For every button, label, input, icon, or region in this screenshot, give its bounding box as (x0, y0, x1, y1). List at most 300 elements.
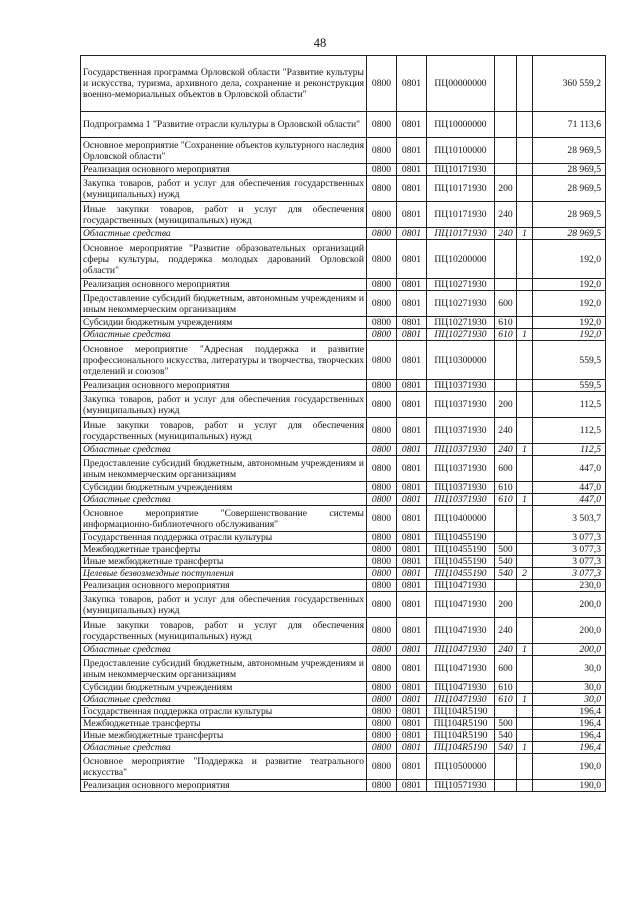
amount-cell: 28 969,5 (533, 138, 606, 164)
target-article-cell: ПЦ00000000 (427, 56, 495, 112)
row-name-cell: Иные межбюджетные трансферты (81, 730, 367, 742)
funding-source-cell: 1 (517, 228, 533, 240)
table-row (81, 164, 606, 176)
target-article-cell: ПЦ10371930 (427, 444, 495, 456)
subsection-code-cell: 0801 (397, 56, 427, 112)
funding-source-cell: 1 (517, 742, 533, 754)
table-row (81, 656, 606, 682)
target-article-cell: ПЦ10455190 (427, 544, 495, 556)
expense-type-cell (495, 532, 517, 544)
amount-cell: 192,0 (533, 291, 606, 317)
funding-source-cell (517, 418, 533, 444)
table-row (81, 202, 606, 228)
subsection-code-cell: 0801 (397, 176, 427, 202)
amount-cell: 200,0 (533, 618, 606, 644)
subsection-code-cell: 0801 (397, 618, 427, 644)
section-code-cell: 0800 (367, 706, 397, 718)
expense-type-cell: 240 (495, 618, 517, 644)
amount-cell: 200,0 (533, 592, 606, 618)
expense-type-cell (495, 112, 517, 138)
target-article-cell: ПЦ10471930 (427, 644, 495, 656)
section-code-cell: 0800 (367, 494, 397, 506)
subsection-code-cell: 0801 (397, 291, 427, 317)
amount-cell: 559,5 (533, 341, 606, 380)
subsection-code-cell: 0801 (397, 644, 427, 656)
row-name-cell: Межбюджетные трансферты (81, 718, 367, 730)
target-article-cell: ПЦ10100000 (427, 138, 495, 164)
subsection-code-cell: 0801 (397, 742, 427, 754)
table-row (81, 112, 606, 138)
funding-source-cell (517, 112, 533, 138)
amount-cell: 30,0 (533, 694, 606, 706)
funding-source-cell (517, 506, 533, 532)
row-name-cell: Государственная поддержка отрасли культуры (81, 532, 367, 544)
row-name-cell: Государственная программа Орловской области "Развитие культуры и искусства, туризма, архивного дела, сохранение и реконструкция военно-мемориальных объектов в Орловской области" (81, 56, 367, 112)
table-row (81, 644, 606, 656)
subsection-code-cell: 0801 (397, 279, 427, 291)
section-code-cell: 0800 (367, 730, 397, 742)
section-code-cell: 0800 (367, 682, 397, 694)
table-row (81, 706, 606, 718)
funding-source-cell (517, 754, 533, 780)
table-row (81, 718, 606, 730)
funding-source-cell (517, 380, 533, 392)
amount-cell: 3 077,3 (533, 556, 606, 568)
row-name-cell: Предоставление субсидий бюджетным, автономным учреждениям и иным некоммерческим организациям (81, 291, 367, 317)
target-article-cell: ПЦ10371930 (427, 380, 495, 392)
target-article-cell: ПЦ10471930 (427, 592, 495, 618)
row-name-cell: Областные средства (81, 329, 367, 341)
target-article-cell: ПЦ10471930 (427, 682, 495, 694)
row-name-cell: Областные средства (81, 228, 367, 240)
amount-cell: 28 969,5 (533, 176, 606, 202)
target-article-cell: ПЦ10371930 (427, 482, 495, 494)
table-row (81, 682, 606, 694)
row-name-cell: Закупка товаров, работ и услуг для обеспечения государственных (муниципальных) нужд (81, 592, 367, 618)
subsection-code-cell: 0801 (397, 532, 427, 544)
funding-source-cell: 1 (517, 444, 533, 456)
amount-cell: 3 077,3 (533, 532, 606, 544)
subsection-code-cell: 0801 (397, 380, 427, 392)
amount-cell: 28 969,5 (533, 164, 606, 176)
expense-type-cell: 500 (495, 718, 517, 730)
section-code-cell: 0800 (367, 176, 397, 202)
section-code-cell: 0800 (367, 56, 397, 112)
expense-type-cell (495, 706, 517, 718)
row-name-cell: Подпрограмма 1 "Развитие отрасли культуры в Орловской области" (81, 112, 367, 138)
amount-cell: 190,0 (533, 780, 606, 792)
funding-source-cell (517, 317, 533, 329)
table-row (81, 592, 606, 618)
section-code-cell: 0800 (367, 317, 397, 329)
subsection-code-cell: 0801 (397, 392, 427, 418)
target-article-cell: ПЦ10200000 (427, 240, 495, 279)
row-name-cell: Закупка товаров, работ и услуг для обеспечения государственных (муниципальных) нужд (81, 176, 367, 202)
table-row (81, 618, 606, 644)
section-code-cell: 0800 (367, 656, 397, 682)
funding-source-cell (517, 730, 533, 742)
funding-source-cell (517, 202, 533, 228)
table-row (81, 544, 606, 556)
funding-source-cell (517, 56, 533, 112)
row-name-cell: Областные средства (81, 694, 367, 706)
section-code-cell: 0800 (367, 780, 397, 792)
amount-cell: 447,0 (533, 456, 606, 482)
table-row (81, 444, 606, 456)
subsection-code-cell: 0801 (397, 240, 427, 279)
row-name-cell: Областные средства (81, 494, 367, 506)
subsection-code-cell: 0801 (397, 506, 427, 532)
funding-source-cell (517, 279, 533, 291)
section-code-cell: 0800 (367, 240, 397, 279)
amount-cell: 3 077,3 (533, 568, 606, 580)
section-code-cell: 0800 (367, 228, 397, 240)
section-code-cell: 0800 (367, 444, 397, 456)
table-row (81, 754, 606, 780)
subsection-code-cell: 0801 (397, 228, 427, 240)
row-name-cell: Иные закупки товаров, работ и услуг для обеспечения государственных (муниципальных) нужд (81, 418, 367, 444)
amount-cell: 30,0 (533, 656, 606, 682)
funding-source-cell (517, 240, 533, 279)
section-code-cell: 0800 (367, 618, 397, 644)
section-code-cell: 0800 (367, 279, 397, 291)
amount-cell: 196,4 (533, 706, 606, 718)
subsection-code-cell: 0801 (397, 580, 427, 592)
amount-cell: 192,0 (533, 317, 606, 329)
row-name-cell: Основное мероприятие "Сохранение объектов культурного наследия Орловской области" (81, 138, 367, 164)
expense-type-cell: 240 (495, 444, 517, 456)
target-article-cell: ПЦ10300000 (427, 341, 495, 380)
target-article-cell: ПЦ10471930 (427, 618, 495, 644)
expense-type-cell: 610 (495, 317, 517, 329)
amount-cell: 112,5 (533, 392, 606, 418)
funding-source-cell (517, 456, 533, 482)
amount-cell: 192,0 (533, 240, 606, 279)
expense-type-cell (495, 138, 517, 164)
table-row (81, 176, 606, 202)
row-name-cell: Основное мероприятие "Совершенствование системы информационно-библиотечного обслуживания" (81, 506, 367, 532)
amount-cell: 196,4 (533, 742, 606, 754)
row-name-cell: Иные межбюджетные трансферты (81, 556, 367, 568)
table-row (81, 279, 606, 291)
row-name-cell: Предоставление субсидий бюджетным, автономным учреждениям и иным некоммерческим организациям (81, 456, 367, 482)
table-row (81, 392, 606, 418)
section-code-cell: 0800 (367, 718, 397, 730)
target-article-cell: ПЦ10271930 (427, 291, 495, 317)
table-row (81, 228, 606, 240)
table-row (81, 556, 606, 568)
expense-type-cell: 240 (495, 228, 517, 240)
target-article-cell: ПЦ10371930 (427, 456, 495, 482)
expense-type-cell: 240 (495, 644, 517, 656)
subsection-code-cell: 0801 (397, 694, 427, 706)
section-code-cell: 0800 (367, 568, 397, 580)
amount-cell: 559,5 (533, 380, 606, 392)
subsection-code-cell: 0801 (397, 592, 427, 618)
amount-cell: 230,0 (533, 580, 606, 592)
funding-source-cell (517, 176, 533, 202)
amount-cell: 28 969,5 (533, 202, 606, 228)
amount-cell: 192,0 (533, 279, 606, 291)
expense-type-cell: 500 (495, 544, 517, 556)
table-row (81, 240, 606, 279)
section-code-cell: 0800 (367, 202, 397, 228)
subsection-code-cell: 0801 (397, 138, 427, 164)
target-article-cell: ПЦ10400000 (427, 506, 495, 532)
expense-type-cell (495, 341, 517, 380)
funding-source-cell: 2 (517, 568, 533, 580)
expense-type-cell: 200 (495, 392, 517, 418)
section-code-cell: 0800 (367, 742, 397, 754)
amount-cell: 71 113,6 (533, 112, 606, 138)
row-name-cell: Областные средства (81, 444, 367, 456)
expense-type-cell: 540 (495, 568, 517, 580)
row-name-cell: Субсидии бюджетным учреждениям (81, 317, 367, 329)
section-code-cell: 0800 (367, 341, 397, 380)
section-code-cell: 0800 (367, 329, 397, 341)
row-name-cell: Областные средства (81, 644, 367, 656)
expense-type-cell: 200 (495, 592, 517, 618)
table-row (81, 329, 606, 341)
target-article-cell: ПЦ10455190 (427, 568, 495, 580)
funding-source-cell (517, 580, 533, 592)
amount-cell: 190,0 (533, 754, 606, 780)
section-code-cell: 0800 (367, 754, 397, 780)
funding-source-cell (517, 392, 533, 418)
funding-source-cell (517, 482, 533, 494)
target-article-cell: ПЦ104R5190 (427, 706, 495, 718)
target-article-cell: ПЦ10500000 (427, 754, 495, 780)
funding-source-cell: 1 (517, 694, 533, 706)
funding-source-cell (517, 532, 533, 544)
expense-type-cell (495, 164, 517, 176)
subsection-code-cell: 0801 (397, 456, 427, 482)
subsection-code-cell: 0801 (397, 418, 427, 444)
target-article-cell: ПЦ10471930 (427, 694, 495, 706)
target-article-cell: ПЦ10271930 (427, 279, 495, 291)
row-name-cell: Реализация основного мероприятия (81, 780, 367, 792)
table-row (81, 341, 606, 380)
expense-type-cell (495, 780, 517, 792)
amount-cell: 196,4 (533, 718, 606, 730)
funding-source-cell (517, 656, 533, 682)
row-name-cell: Целевые безвозмездные поступления (81, 568, 367, 580)
amount-cell: 112,5 (533, 444, 606, 456)
target-article-cell: ПЦ10271930 (427, 317, 495, 329)
funding-source-cell (517, 718, 533, 730)
amount-cell: 200,0 (533, 644, 606, 656)
funding-source-cell (517, 592, 533, 618)
budget-table (80, 55, 606, 792)
budget-table-body (81, 56, 606, 792)
funding-source-cell (517, 164, 533, 176)
table-row (81, 742, 606, 754)
section-code-cell: 0800 (367, 418, 397, 444)
row-name-cell: Иные закупки товаров, работ и услуг для обеспечения государственных (муниципальных) нужд (81, 202, 367, 228)
expense-type-cell (495, 56, 517, 112)
target-article-cell: ПЦ10171930 (427, 202, 495, 228)
expense-type-cell: 540 (495, 742, 517, 754)
expense-type-cell: 200 (495, 176, 517, 202)
row-name-cell: Основное мероприятие "Развитие образовательных организаций сферы культуры, поддержка молодых дарований Орловской области" (81, 240, 367, 279)
expense-type-cell (495, 506, 517, 532)
subsection-code-cell: 0801 (397, 730, 427, 742)
expense-type-cell: 610 (495, 494, 517, 506)
target-article-cell: ПЦ10371930 (427, 418, 495, 444)
subsection-code-cell: 0801 (397, 754, 427, 780)
target-article-cell: ПЦ10471930 (427, 656, 495, 682)
subsection-code-cell: 0801 (397, 164, 427, 176)
expense-type-cell: 600 (495, 456, 517, 482)
subsection-code-cell: 0801 (397, 682, 427, 694)
subsection-code-cell: 0801 (397, 494, 427, 506)
expense-type-cell: 540 (495, 730, 517, 742)
funding-source-cell: 1 (517, 644, 533, 656)
expense-type-cell (495, 580, 517, 592)
target-article-cell: ПЦ10171930 (427, 164, 495, 176)
subsection-code-cell: 0801 (397, 202, 427, 228)
subsection-code-cell: 0801 (397, 444, 427, 456)
table-row (81, 317, 606, 329)
subsection-code-cell: 0801 (397, 706, 427, 718)
subsection-code-cell: 0801 (397, 718, 427, 730)
table-row (81, 580, 606, 592)
row-name-cell: Предоставление субсидий бюджетным, автономным учреждениям и иным некоммерческим организациям (81, 656, 367, 682)
row-name-cell: Государственная поддержка отрасли культуры (81, 706, 367, 718)
target-article-cell: ПЦ104R5190 (427, 730, 495, 742)
section-code-cell: 0800 (367, 392, 397, 418)
subsection-code-cell: 0801 (397, 112, 427, 138)
row-name-cell: Реализация основного мероприятия (81, 164, 367, 176)
section-code-cell: 0800 (367, 506, 397, 532)
target-article-cell: ПЦ10455190 (427, 556, 495, 568)
row-name-cell: Реализация основного мероприятия (81, 279, 367, 291)
table-row (81, 506, 606, 532)
expense-type-cell: 610 (495, 329, 517, 341)
amount-cell: 196,4 (533, 730, 606, 742)
row-name-cell: Субсидии бюджетным учреждениям (81, 482, 367, 494)
subsection-code-cell: 0801 (397, 317, 427, 329)
table-row (81, 780, 606, 792)
row-name-cell: Реализация основного мероприятия (81, 380, 367, 392)
section-code-cell: 0800 (367, 112, 397, 138)
funding-source-cell: 1 (517, 329, 533, 341)
amount-cell: 192,0 (533, 329, 606, 341)
section-code-cell: 0800 (367, 592, 397, 618)
table-row (81, 418, 606, 444)
amount-cell: 3 077,3 (533, 544, 606, 556)
table-row (81, 482, 606, 494)
subsection-code-cell: 0801 (397, 329, 427, 341)
target-article-cell: ПЦ10371930 (427, 392, 495, 418)
amount-cell: 447,0 (533, 482, 606, 494)
funding-source-cell (517, 706, 533, 718)
expense-type-cell: 540 (495, 556, 517, 568)
target-article-cell: ПЦ104R5190 (427, 718, 495, 730)
expense-type-cell (495, 754, 517, 780)
target-article-cell: ПЦ10571930 (427, 780, 495, 792)
target-article-cell: ПЦ10271930 (427, 329, 495, 341)
subsection-code-cell: 0801 (397, 341, 427, 380)
section-code-cell: 0800 (367, 694, 397, 706)
table-row (81, 568, 606, 580)
target-article-cell: ПЦ104R5190 (427, 742, 495, 754)
expense-type-cell (495, 380, 517, 392)
target-article-cell: ПЦ10171930 (427, 228, 495, 240)
table-row (81, 56, 606, 112)
table-row (81, 494, 606, 506)
target-article-cell: ПЦ10171930 (427, 176, 495, 202)
funding-source-cell (517, 682, 533, 694)
section-code-cell: 0800 (367, 482, 397, 494)
funding-source-cell (517, 291, 533, 317)
funding-source-cell (517, 138, 533, 164)
subsection-code-cell: 0801 (397, 780, 427, 792)
page-number: 48 (313, 36, 327, 50)
subsection-code-cell: 0801 (397, 568, 427, 580)
amount-cell: 28 969,5 (533, 228, 606, 240)
section-code-cell: 0800 (367, 380, 397, 392)
subsection-code-cell: 0801 (397, 656, 427, 682)
target-article-cell: ПЦ10471930 (427, 580, 495, 592)
table-row (81, 380, 606, 392)
table-row (81, 532, 606, 544)
row-name-cell: Иные закупки товаров, работ и услуг для обеспечения государственных (муниципальных) нужд (81, 618, 367, 644)
expense-type-cell: 610 (495, 682, 517, 694)
expense-type-cell: 610 (495, 482, 517, 494)
funding-source-cell: 1 (517, 494, 533, 506)
amount-cell: 447,0 (533, 494, 606, 506)
subsection-code-cell: 0801 (397, 482, 427, 494)
table-row (81, 138, 606, 164)
funding-source-cell (517, 618, 533, 644)
target-article-cell: ПЦ10000000 (427, 112, 495, 138)
amount-cell: 112,5 (533, 418, 606, 444)
table-row (81, 730, 606, 742)
target-article-cell: ПЦ10371930 (427, 494, 495, 506)
budget-table-container (80, 55, 606, 792)
expense-type-cell: 600 (495, 291, 517, 317)
table-row (81, 291, 606, 317)
table-row (81, 694, 606, 706)
row-name-cell: Основное мероприятие "Адресная поддержка и развитие профессионального искусства, литературы и творчества, творческих отделений и союзов" (81, 341, 367, 380)
row-name-cell: Реализация основного мероприятия (81, 580, 367, 592)
expense-type-cell: 240 (495, 418, 517, 444)
amount-cell: 360 559,2 (533, 56, 606, 112)
section-code-cell: 0800 (367, 544, 397, 556)
section-code-cell: 0800 (367, 164, 397, 176)
expense-type-cell (495, 279, 517, 291)
section-code-cell: 0800 (367, 456, 397, 482)
funding-source-cell (517, 780, 533, 792)
subsection-code-cell: 0801 (397, 556, 427, 568)
funding-source-cell (517, 341, 533, 380)
expense-type-cell (495, 240, 517, 279)
target-article-cell: ПЦ10455190 (427, 532, 495, 544)
row-name-cell: Областные средства (81, 742, 367, 754)
section-code-cell: 0800 (367, 644, 397, 656)
row-name-cell: Межбюджетные трансферты (81, 544, 367, 556)
amount-cell: 3 503,7 (533, 506, 606, 532)
table-row (81, 456, 606, 482)
section-code-cell: 0800 (367, 138, 397, 164)
section-code-cell: 0800 (367, 580, 397, 592)
funding-source-cell (517, 544, 533, 556)
row-name-cell: Основное мероприятие "Поддержка и развитие театрального искусства" (81, 754, 367, 780)
funding-source-cell (517, 556, 533, 568)
row-name-cell: Закупка товаров, работ и услуг для обеспечения государственных (муниципальных) нужд (81, 392, 367, 418)
expense-type-cell: 610 (495, 694, 517, 706)
